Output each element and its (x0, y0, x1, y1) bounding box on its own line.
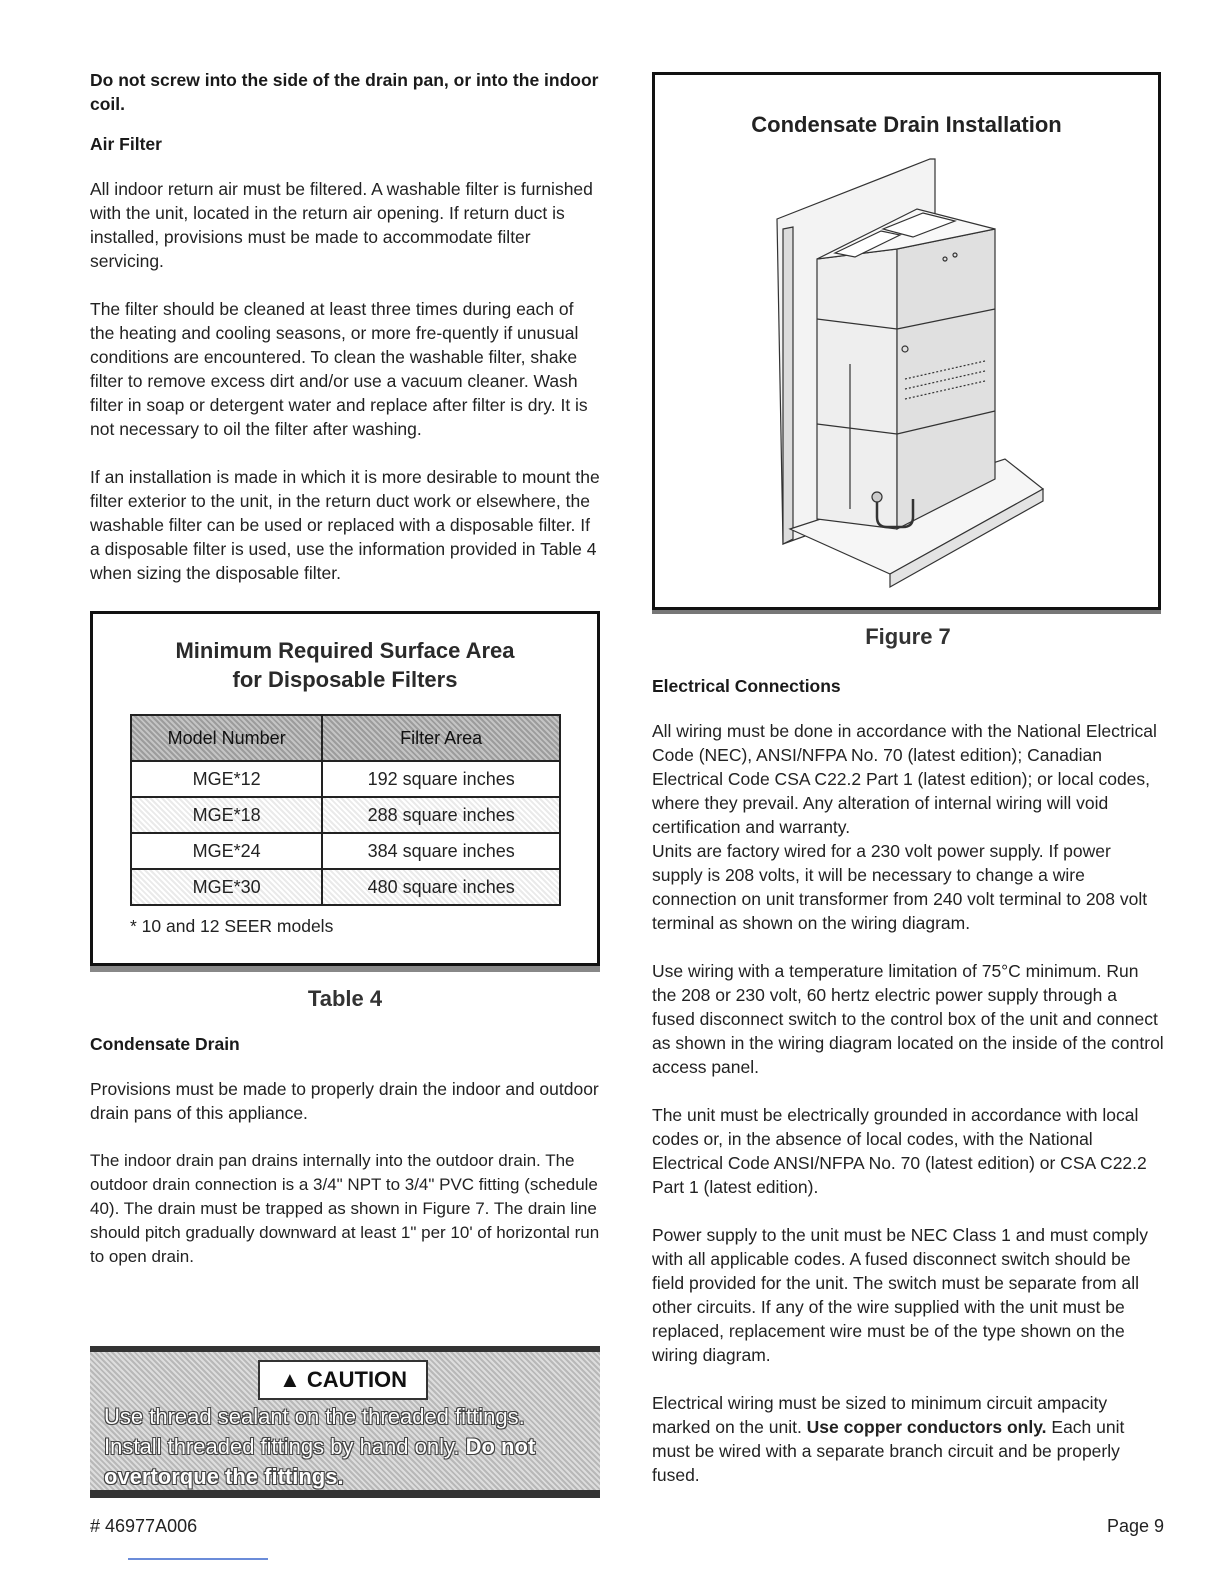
electrical-paragraph-5: Electrical wiring must be sized to minimum circuit ampacity marked on the unit. Use copper conductors only. Each unit must be wired with a separate branch circuit and be properly fused. (652, 1393, 1125, 1485)
table-row: MGE*24 384 square inches (131, 833, 560, 869)
page-number: Page 9 (1106, 1516, 1164, 1536)
table-footnote: * 10 and 12 SEER models (130, 916, 334, 936)
caution-box (90, 1346, 600, 1498)
electrical-heading: Electrical Connections (652, 676, 841, 696)
air-handler-illustration (655, 149, 1158, 609)
caution-label: ▲ CAUTION (258, 1360, 428, 1400)
air-filter-paragraph-1: All indoor return air must be filtered. A washable filter is furnished with the unit, located in the return air opening. If return duct is installed, provisions must be made to accommodate filter servicing. (90, 179, 593, 271)
table-row: MGE*30 480 square inches (131, 869, 560, 905)
left-column (90, 68, 600, 1293)
electrical-paragraph-1b: Units are factory wired for a 230 volt power supply. If power supply is 208 volts, it will be necessary to change a wire connection on unit transformer from 240 volt terminal to 208 volt terminal as shown on the wiring diagram. (652, 841, 1148, 933)
filter-table (130, 714, 561, 906)
figure-caption: Figure 7 (865, 624, 951, 649)
caution-text: Use thread sealant on the threaded fittings. Install threaded fittings by hand only. Do not overtorque the fittings. (104, 1404, 536, 1489)
electrical-paragraph-2: Use wiring with a temperature limitation of 75°C minimum. Run the 208 or 230 volt, 60 hertz electric power supply through a fused disconnect switch to the control box of the unit and connect as shown in the wiring diagram located on the inside of the control access panel. (652, 961, 1164, 1077)
figure-7-box (652, 72, 1161, 610)
filter-table-box (90, 611, 600, 966)
filter-table-title: Minimum Required Surface Area for Disposable Filters (175, 638, 515, 692)
column-header-filter-area: Filter Area (322, 715, 560, 761)
condensate-paragraph-2: The indoor drain pan drains internally into the outdoor drain. The outdoor drain connection is a 3/4" NPT to 3/4" PVC fitting (schedule 40). The drain must be trapped as shown in Figure 7. The drain line should pitch gradually downward at least 1" per 10' of horizontal run to open drain. (90, 1151, 600, 1266)
figure-title: Condensate Drain Installation (751, 112, 1062, 137)
air-filter-paragraph-2: The filter should be cleaned at least three times during each of the heating and cooling seasons, or more fre-quently if unusual conditions are encountered. To clean the washable filter, shake filter to remove excess dirt and/or use a vacuum cleaner. Wash filter in soap or detergent water and replace after filter is dry. It is not necessary to oil the filter after washing. (90, 299, 588, 439)
column-header-model: Model Number (131, 715, 322, 761)
air-filter-paragraph-3: If an installation is made in which it is more desirable to mount the filter exterior to the unit, in the return duct work or elsewhere, the washable filter can be used or replaced with a disposable filter. If a disposable filter is used, use the information provided in Table 4 when sizing the disposable filter. (90, 467, 600, 583)
document-number: # 46977A006 (90, 1516, 198, 1536)
electrical-paragraph-1: All wiring must be done in accordance with the National Electrical Code (NEC), ANSI/NFPA No. 70 (latest edition); Canadian Electrical Code CSA C22.2 Part 1 (latest edition); or local codes, where they prevail. Any alteration of internal wiring will void certification and warranty. (652, 721, 1157, 837)
table-caption: Table 4 (307, 986, 383, 1011)
condensate-paragraph-1: Provisions must be made to properly drain the indoor and outdoor drain pans of this appliance. (90, 1079, 599, 1123)
air-filter-heading: Air Filter (90, 134, 162, 154)
drain-pan-warning: Do not screw into the side of the drain pan, or into the indoor coil. (90, 70, 599, 114)
electrical-paragraph-4: Power supply to the unit must be NEC Class 1 and must comply with all applicable codes. A fused disconnect switch should be field provided for the unit. The switch must be separate from all other circuits. If any of the wire supplied with the unit must be replaced, replacement wire must be of the type shown on the wiring diagram. (652, 1225, 1149, 1365)
warning-triangle-icon: ▲ (278, 1367, 301, 1392)
scan-mark (128, 1558, 268, 1560)
table-row: MGE*18 288 square inches (131, 797, 560, 833)
right-column (652, 624, 1164, 1511)
table-row: MGE*12 192 square inches (131, 761, 560, 797)
condensate-drain-heading: Condensate Drain (90, 1034, 240, 1054)
electrical-paragraph-3: The unit must be electrically grounded in accordance with local codes or, in the absence of local codes, with the National Electrical Code ANSI/NFPA No. 70 (latest edition) or CSA C22.2 Part 1 (latest edition). (652, 1105, 1147, 1197)
